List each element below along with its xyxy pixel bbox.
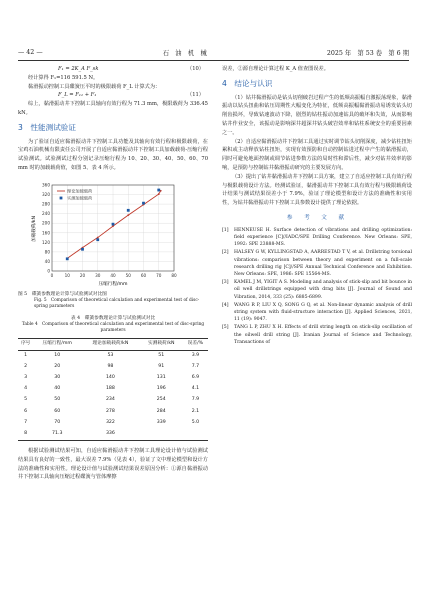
- table-caption: 表 4 碟簧参数理论计算与试验测试对比: [70, 315, 156, 321]
- table-cell: 2: [24, 363, 28, 369]
- reference-item: [222, 324, 412, 346]
- table-cell: 53: [107, 352, 114, 358]
- table-header-cell: 实测载荷/kN: [140, 338, 183, 350]
- reference-number: [2]: [222, 250, 229, 256]
- table-header-cell: 序号: [18, 338, 33, 350]
- table-cell: 7.9: [191, 397, 200, 403]
- y-tick-label: 200: [42, 220, 50, 226]
- equation-11-number: （11）: [187, 92, 204, 99]
- table-cell: 4: [24, 386, 28, 392]
- table-cell: 5.0: [191, 419, 200, 425]
- reference-text: TANG L P, ZHU X H. Effects of drill string length on stick-slip oscillation of the oilwell drill string [J]. Iranian Journal of Science and Technology, Transactions of: [234, 325, 412, 345]
- reference-list: [222, 227, 412, 346]
- reference-text: KAMEL J M, YIGIT A S. Modeling and analysis of stick-slip and bit bounce in oil well drillstrings equipped with drag bits [J]. Journal of Sound and Vibration, 2014, 333 (25): 6885-6899.: [234, 280, 413, 300]
- paragraph: 黏滑振动控制工具碟簧压平时的极限载荷 F_L 计算式为：: [28, 83, 161, 90]
- theory-point: [127, 214, 129, 216]
- equation-10: [18, 65, 208, 74]
- reference-item: [222, 279, 412, 301]
- x-axis-label: 压缩行程/mm: [98, 281, 128, 287]
- y-tick-label: 360: [42, 182, 50, 188]
- conclusion-2: （2）自适应黏滑振动井下控制工具通过实时调节钻头切削深度，减少钻柱扭矩累积或主动释放钻柱扭矩，实现有效预防和自动控制钻进过程中产生的黏滑振动，同时可避免地面控制或调节钻进参数方法的局时性和滞后性，减少对钻井效率的影响，是预防与控制钻井黏滑振动研究的主要发展方向。: [222, 138, 412, 171]
- table-cell: 339: [156, 419, 166, 425]
- x-tick-label: 70: [156, 272, 162, 278]
- conclusion-3: （3）提出了钻井黏滑振动井下控制工具方案，建立了自适应控制工具有效行程与极限载荷设计方法。经测试验证，黏滑振动井下控制工具有效行程与极限载荷设计结果与测试结果误差小于 7.9%，验证了理论模型和设计方法的准确性和实用性，为钻井黏滑振动井下控制工具参数设计提供了理论依据。: [222, 173, 412, 207]
- table-cell: 1: [24, 352, 28, 358]
- table-cell: 6.9: [191, 375, 200, 381]
- table-cell: 234: [105, 397, 115, 403]
- measured-point: [157, 188, 160, 191]
- table-row: [18, 406, 208, 417]
- table-header-cell: 误差/%: [183, 338, 208, 350]
- reference-item: [222, 302, 412, 324]
- journal-name: 石 油 机 械: [162, 49, 207, 57]
- y-tick-label: 0: [47, 268, 50, 274]
- data-table: [18, 338, 208, 441]
- table-cell: 3.9: [191, 352, 200, 358]
- table-header-cell: 理论加载载荷/kN: [81, 338, 139, 350]
- right-column: [222, 65, 412, 347]
- table-cell: 6: [24, 408, 28, 414]
- table-cell: 8: [18, 429, 33, 441]
- measured-point: [142, 202, 145, 205]
- table-cell: 3: [24, 375, 28, 381]
- table-row: [18, 384, 208, 395]
- references-heading: 参 考 文 献: [286, 214, 348, 221]
- page-number: — 42 —: [18, 48, 43, 56]
- table-cell: [140, 429, 183, 441]
- table-cell: 10: [54, 352, 61, 358]
- reference-text: HENNEUSE H. Surface detection of vibrations and drilling optimization: field experience [C]//IADC/SPE Drilling Conference. New Orleans: SPE, 1992: SPE 23888-MS.: [234, 227, 412, 248]
- x-tick-label: 60: [140, 272, 147, 278]
- table-row: [18, 362, 208, 373]
- table-cell: 71.3: [33, 429, 81, 441]
- table-cell: 140: [105, 375, 115, 381]
- legend-swatch-marker: [60, 196, 63, 199]
- figure-caption: 图 5 碟簧参数理论计算与试验测试对比图: [18, 291, 107, 297]
- reference-number: [5]: [222, 325, 229, 331]
- legend-label: 理论加载载荷: [67, 188, 93, 194]
- y-tick-label: 160: [42, 230, 50, 236]
- table-cell: 336: [81, 429, 139, 441]
- table-row: [18, 429, 208, 441]
- table-cell: 98: [107, 363, 114, 369]
- y-tick-label: 120: [42, 239, 50, 245]
- reference-text: HALSEY G W, KYLLINGSTAD A, AARRESTAD T V, et al. Drillstring torsional vibrations: comparison between theory and experiment on a full-scale research drilling rig [C]//SPE Annual Technical Conference and Exhibition. New Orleans: SPE, 1986: SPE 15564-MS.: [234, 250, 412, 277]
- table-cell: 4.1: [191, 386, 200, 392]
- y-tick-label: 40: [44, 258, 50, 264]
- figure-5: [18, 179, 208, 289]
- x-tick-label: 30: [95, 272, 101, 278]
- running-header: [18, 46, 409, 58]
- table-cell: 20: [54, 363, 61, 369]
- section-heading: 3 性能测试验证: [18, 122, 76, 132]
- x-tick-label: 20: [79, 272, 86, 278]
- table-cell: 188: [105, 386, 115, 392]
- reference-number: [3]: [222, 280, 229, 286]
- table-row: [18, 395, 208, 406]
- table-cell: 196: [156, 386, 166, 392]
- table-cell: 60: [54, 408, 61, 414]
- x-tick-label: 40: [110, 272, 116, 278]
- equation-10-formula: F₁ = 2K_A F_sk: [58, 66, 99, 72]
- table-cell: 7.7: [191, 363, 200, 369]
- table-cell: 30: [54, 375, 61, 381]
- table-header-cell: 压缩行程/mm: [33, 338, 81, 350]
- y-tick-label: 80: [44, 249, 50, 255]
- table-cell: 91: [158, 363, 165, 369]
- section-heading: 4 结论与认识: [222, 78, 273, 88]
- equation-11: [18, 91, 208, 100]
- table-cell: 284: [156, 408, 166, 414]
- reference-text: WANG R P, LIU X Q, SONG G Q, et al. Non-linear dynamic analysis of drill string system with fluid-structure interaction [J]. Applied Sciences, 2021, 11 (19): 9047.: [234, 302, 412, 323]
- paragraph: 经计算得 F₁=116 591.5 N。: [28, 74, 99, 81]
- load-stroke-chart: [30, 179, 180, 289]
- table-cell: 50: [54, 397, 61, 403]
- paragraph: 误差，②源自理论计算过程 K_A 值查图误差。: [222, 66, 329, 72]
- paragraph: 为了验证自适应黏滑振动井下控制工具功能及其轴向有效行程和极限载荷，在宝鸡石油机械有限责任公司开展了自适应黏滑振动井下控制工具加载载荷-压缩行程试验测试。试验测试过程分别记录压缩行程为 10、20、30、40、50、60、70 mm 时的加载载荷值，如图 5、表 4 所示。: [18, 138, 208, 171]
- table-row: [18, 373, 208, 384]
- reference-item: [222, 249, 412, 278]
- left-column: [18, 65, 208, 482]
- conclusion-1: （1）钻井黏滑振动是钻头切削破岩过程产生的低频高振幅自激振荡现象，黏滑振动以钻头扭曲和钻压周期性大幅变化为特征，低频高振幅黏滑振动易诱发钻头切削齿损坏，导致钻速波动下降，剧烈的钻柱振动加速钻具的破坏和失效，从而影响钻井作业安全，该振动是影响深井超深井钻头破岩效率和钻柱系统安全的重要因素之一。: [222, 94, 412, 136]
- table-cell: [183, 429, 208, 441]
- table-caption-en: Table 4 Comparison of theoretical calculation and experimental test of disc-spring parameters: [21, 321, 205, 334]
- x-tick-label: 0: [50, 272, 54, 278]
- measured-point: [66, 257, 69, 260]
- table-cell: 40: [54, 386, 61, 392]
- equation-10-number: （10）: [187, 66, 204, 72]
- paragraph: 综上，黏滑振动井下控制工具轴向有效行程为 71.3 mm，极限载荷为 336.45 kN。: [18, 101, 208, 116]
- table-cell: 7: [24, 419, 28, 425]
- measured-point: [81, 248, 84, 251]
- table-row: [18, 350, 208, 362]
- issue-info: 2025 年 第 53 卷 第 6 期: [326, 49, 409, 57]
- x-tick-label: 10: [64, 272, 70, 278]
- reference-number: [4]: [222, 302, 229, 308]
- equation-11-formula: F_L = F₁₁ + F₁: [58, 92, 97, 99]
- table-cell: 51: [158, 352, 165, 358]
- header-rule: [18, 60, 409, 61]
- paragraph: 根据试验测试结果可知，自适应黏滑振动井下控制工具理论设计值与试验测试结果具有良好的一致性，最大误差 7.9%（见表 4），验证了文中理论模型和设计方法的准确性和实用性。理论设计值与试验测试结果误差原因分析：①源自黏滑振动井下控制工具轴向压缩过程碟簧与管体摩擦: [18, 447, 208, 481]
- x-tick-label: 80: [171, 272, 177, 278]
- table-cell: 70: [54, 419, 61, 425]
- figure-caption-en: Fig. 5 Comparison of theoretical calculation and experimental test of disc-spring parameters: [34, 297, 200, 310]
- table-cell: 2.1: [191, 408, 200, 414]
- measured-point: [112, 223, 115, 226]
- reference-number: [1]: [222, 227, 229, 233]
- theory-point: [158, 193, 160, 195]
- table-cell: 254: [156, 397, 166, 403]
- theory-point: [97, 236, 99, 238]
- reference-item: [222, 227, 412, 249]
- x-tick-label: 50: [125, 272, 131, 278]
- measured-point: [127, 209, 130, 212]
- table-cell: 322: [105, 419, 115, 425]
- table-row: [18, 418, 208, 429]
- table-cell: 131: [156, 375, 166, 381]
- table-cell: 5: [24, 397, 28, 403]
- y-tick-label: 240: [42, 210, 50, 216]
- legend-label: 实测加载载荷: [67, 195, 93, 201]
- table-cell: 278: [105, 408, 115, 414]
- measured-point: [96, 238, 99, 241]
- y-tick-label: 280: [42, 201, 50, 207]
- y-tick-label: 320: [42, 191, 50, 197]
- y-axis-label: 加载载荷/kN: [32, 215, 37, 242]
